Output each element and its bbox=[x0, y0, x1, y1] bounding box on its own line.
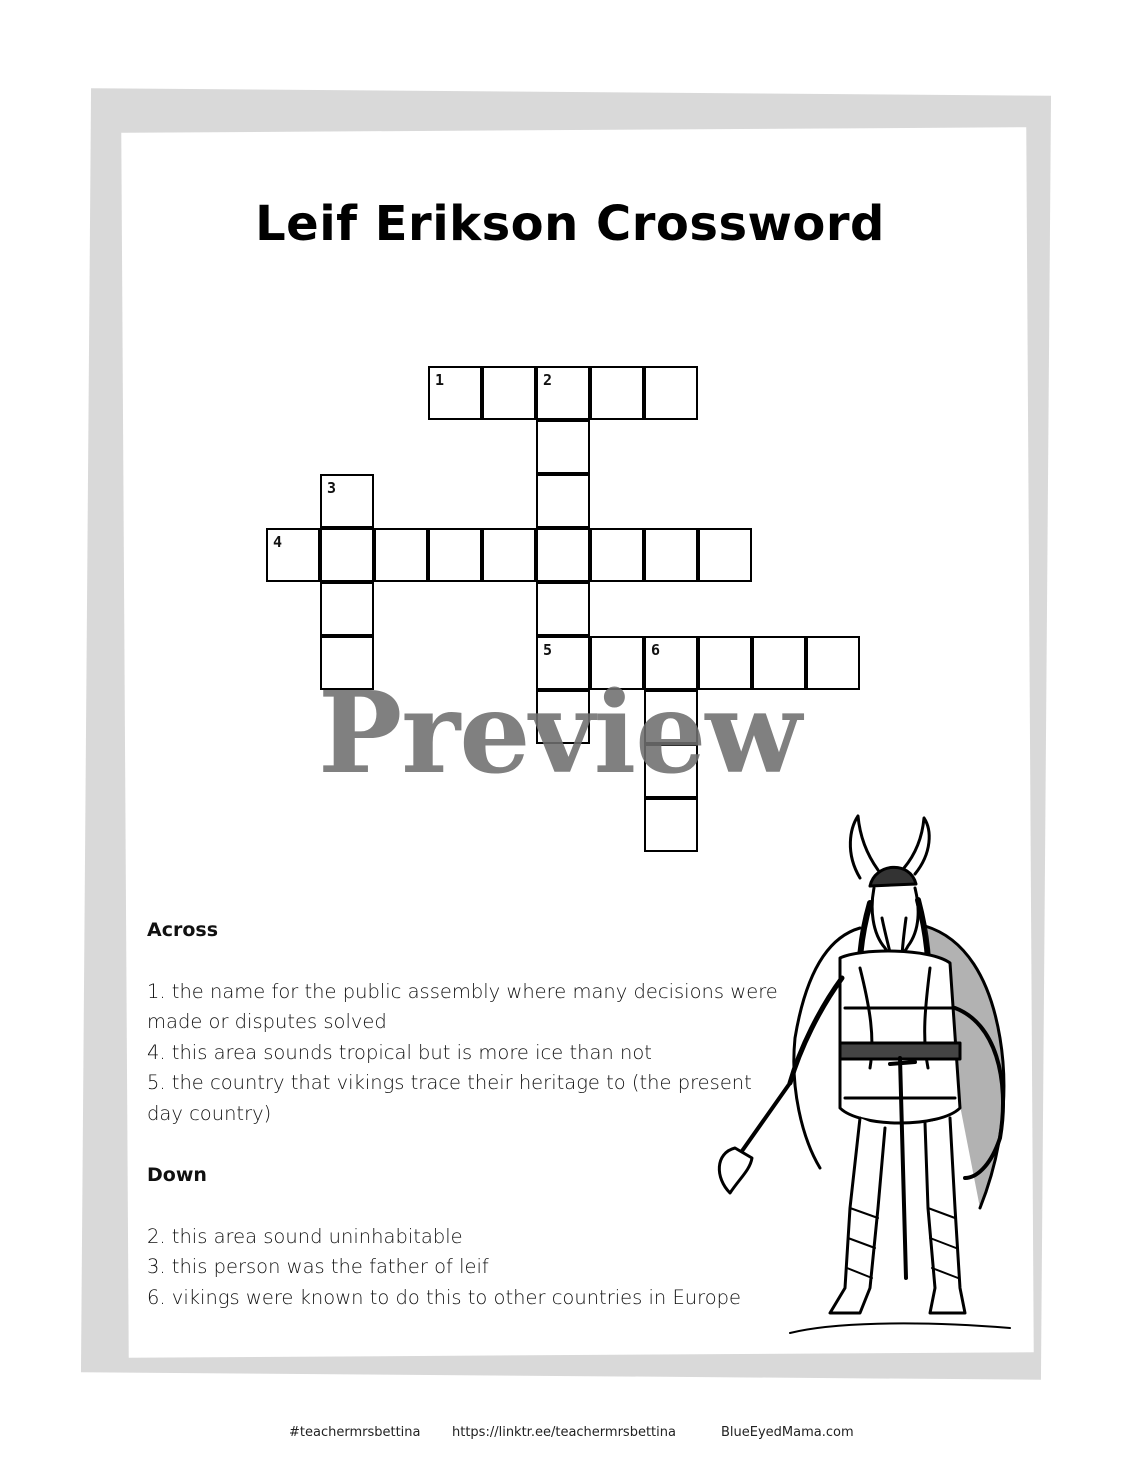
clue-number: 4 bbox=[273, 533, 283, 551]
page-title: Leif Erikson Crossword bbox=[255, 196, 885, 252]
crossword-cell[interactable] bbox=[482, 528, 536, 582]
down-clue: 6. vikings were known to do this to other countries in Europe bbox=[147, 1285, 742, 1309]
footer-site[interactable]: BlueEyedMama.com bbox=[721, 1425, 854, 1440]
down-clue: 2. this area sound uninhabitable bbox=[147, 1224, 463, 1248]
viking-warrior-illustration bbox=[710, 808, 1030, 1348]
clues-section bbox=[147, 915, 787, 1313]
crossword-cell[interactable] bbox=[698, 528, 752, 582]
crossword-cell[interactable] bbox=[536, 420, 590, 474]
crossword-cell[interactable] bbox=[644, 798, 698, 852]
crossword-cell[interactable] bbox=[644, 366, 698, 420]
crossword-cell[interactable] bbox=[536, 528, 590, 582]
across-heading: Across bbox=[147, 919, 219, 941]
clue-number: 5 bbox=[543, 641, 553, 659]
crossword-cell[interactable] bbox=[482, 366, 536, 420]
clue-number: 3 bbox=[327, 479, 337, 497]
crossword-cell[interactable] bbox=[320, 528, 374, 582]
preview-watermark: Preview bbox=[318, 668, 801, 799]
down-clue: 3. this person was the father of leif bbox=[147, 1255, 489, 1278]
clue-number: 6 bbox=[651, 641, 661, 659]
crossword-cell[interactable] bbox=[590, 366, 644, 420]
crossword-cell[interactable] bbox=[266, 528, 320, 582]
across-clue: 5. the country that vikings trace their heritage to (the present day country) bbox=[147, 1071, 752, 1125]
crossword-cell[interactable] bbox=[320, 582, 374, 636]
clue-number: 1 bbox=[435, 371, 445, 389]
crossword-cell[interactable] bbox=[806, 636, 860, 690]
crossword-cell[interactable] bbox=[536, 474, 590, 528]
crossword-cell[interactable] bbox=[590, 528, 644, 582]
crossword-cell[interactable] bbox=[320, 474, 374, 528]
crossword-cell[interactable] bbox=[536, 366, 590, 420]
crossword-cell[interactable] bbox=[428, 528, 482, 582]
footer-link[interactable]: https://linktr.ee/teachermrsbettina bbox=[452, 1425, 676, 1440]
across-clue: 1. the name for the public assembly where many decisions were made or disputes solved bbox=[147, 979, 778, 1033]
crossword-cell[interactable] bbox=[536, 582, 590, 636]
footer-hashtag: #teachermrsbettina bbox=[289, 1425, 421, 1440]
down-heading: Down bbox=[147, 1164, 207, 1186]
across-clue: 4. this area sounds tropical but is more ice than not bbox=[147, 1040, 652, 1064]
crossword-cell[interactable] bbox=[428, 366, 482, 420]
crossword-cell[interactable] bbox=[374, 528, 428, 582]
clue-number: 2 bbox=[543, 371, 553, 389]
crossword-cell[interactable] bbox=[644, 528, 698, 582]
